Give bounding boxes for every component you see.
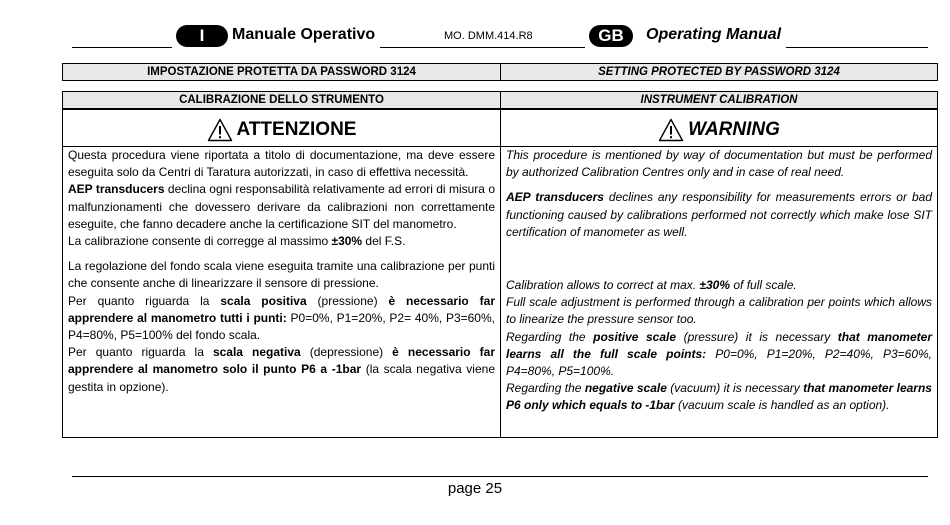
italian-positive-b: scala positiva: [220, 293, 307, 308]
english-positive-c: (pressure) it is necessary: [676, 329, 838, 344]
italian-range-text-b: del F.S.: [362, 234, 406, 249]
italian-paragraph-disclaimer: [68, 181, 495, 233]
italian-paragraph-intro: Questa procedura viene riportata a titolo di documentazione, ma deve essere eseguita solo da Centri di Taratura autorizzati, in caso di effettiva necessità.: [68, 148, 495, 180]
english-paragraph-positive: [506, 329, 932, 381]
english-negative-e: (vacuum scale is handled as an option).: [674, 398, 890, 413]
italian-negative-b: scala negativa: [212, 345, 301, 360]
italian-positive-a: Per quanto riguarda la: [68, 293, 221, 308]
english-spacer-1: [506, 181, 932, 189]
italian-text-column: [68, 147, 495, 396]
italian-range-text-a: La calibrazione consente di corregge al massimo: [68, 234, 332, 249]
warning-triangle-icon: [207, 118, 233, 142]
italian-negative-d: è necessario far apprendere al manometro solo il punto P6 a -1bar: [68, 345, 495, 377]
warning-heading-italian: [62, 114, 501, 146]
italian-positive-d: è necessario far apprendere al manometro tutti i punti:: [68, 293, 495, 325]
english-text-column: [506, 147, 932, 415]
warning-triangle-icon: [658, 118, 684, 142]
italian-disclaimer-text: declina ogni responsabilità relativamente ad errori di misura o malfunzionamenti che dovessero derivare da calibrazioni non correttamente eseguite, che fanno decadere anche la certificazione SIT del manometro.: [68, 182, 495, 231]
english-range-text-b: of full scale.: [730, 278, 797, 293]
italian-positive-e: P0=0%, P1=20%, P2= 40%, P3=60%, P4=80%, P5=100% del fondo scala.: [68, 310, 495, 343]
warning-label-english: WARNING: [688, 119, 780, 140]
page-number: page 25: [447, 480, 503, 497]
english-positive-b: positive scale: [593, 329, 677, 344]
italian-paragraph-fullscale: La regolazione del fondo scala viene eseguita tramite una calibrazione per punti che consente anche di linearizzare il sensore di pressione.: [68, 259, 495, 291]
english-paragraph-intro: This procedure is mentioned by way of documentation but must be performed by authorized Calibration Centres only and in case of real need.: [506, 148, 932, 180]
calibration-heading-english: INSTRUMENT CALIBRATION: [500, 91, 938, 109]
warning-heading-english: [500, 114, 938, 146]
english-paragraph-negative: [506, 380, 932, 414]
english-paragraph-fullscale: Full scale adjustment is performed through a calibration per points which allows to linearize the pressure sensor too.: [506, 295, 932, 327]
english-flag-badge: GB: [589, 25, 633, 47]
english-positive-a: Regarding the: [506, 329, 594, 344]
english-manual-title: Operating Manual: [646, 26, 782, 43]
italian-negative-e: (la scala negativa viene gestita in opzione).: [68, 362, 495, 394]
footer-rule: [72, 476, 928, 477]
english-range-text-a: Calibration allows to correct at max.: [506, 278, 700, 293]
italian-negative-c: (depressione): [300, 345, 393, 360]
english-positive-e: P0=0%, P1=20%, P2=40%, P3=60%, P4=80%, P5=100%.: [506, 346, 933, 379]
english-paragraph-range: [506, 277, 932, 294]
italian-range-value: ±30%: [331, 234, 363, 249]
section-heading-english: SETTING PROTECTED BY PASSWORD 3124: [500, 63, 938, 81]
english-negative-d: that manometer learns P6 only which equals to -1bar: [506, 381, 932, 413]
header-rule-mid: [380, 47, 585, 48]
italian-positive-c: (pressione): [306, 293, 389, 308]
warning-label-italian: ATTENZIONE: [236, 119, 357, 140]
english-negative-c: (vacuum) it is necessary: [666, 381, 804, 396]
english-negative-a: Regarding the: [506, 381, 585, 396]
italian-company-name: AEP transducers: [68, 182, 165, 197]
italian-flag-badge: I: [176, 25, 228, 47]
italian-paragraph-negative: [68, 344, 495, 396]
section-heading-italian: IMPOSTAZIONE PROTETTA DA PASSWORD 3124: [62, 63, 501, 81]
english-positive-d: that manometer learns all the full scale points:: [506, 329, 932, 361]
italian-manual-title: Manuale Operativo: [232, 26, 376, 43]
document-code: MO. DMM.414.R8: [444, 30, 533, 42]
italian-negative-a: Per quanto riguarda la: [68, 345, 213, 360]
italian-spacer: [68, 250, 495, 258]
italian-paragraph-positive: [68, 293, 495, 345]
english-company-name: AEP transducers: [506, 190, 604, 205]
english-disclaimer-text: declines any responsibility for measurements errors or bad functioning caused by calibrations performed not correctly which make lose SIT certification of manometer as well.: [506, 190, 932, 239]
italian-paragraph-range: [68, 233, 495, 250]
calibration-heading-italian: CALIBRAZIONE DELLO STRUMENTO: [62, 91, 501, 109]
english-negative-b: negative scale: [584, 381, 667, 396]
english-range-value: ±30%: [699, 278, 731, 293]
english-paragraph-disclaimer: [506, 189, 932, 241]
header-rule-left: [72, 47, 172, 48]
header-rule-right: [786, 47, 928, 48]
english-spacer-2: [506, 241, 932, 277]
